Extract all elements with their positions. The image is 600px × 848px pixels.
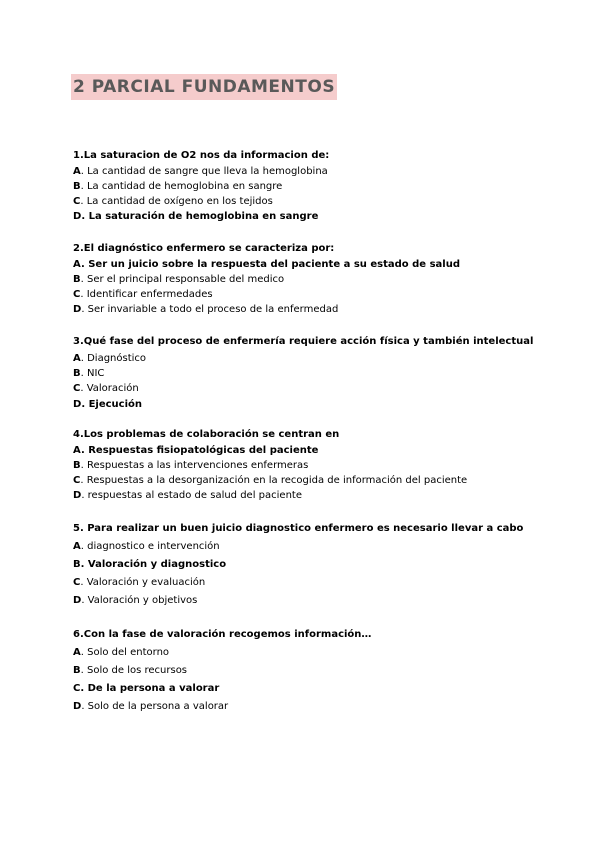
option-b bbox=[73, 272, 593, 287]
question-2 bbox=[73, 241, 593, 317]
option-text: . Ser un juicio sobre la respuesta del paciente a su estado de salud bbox=[80, 259, 460, 270]
option-d bbox=[73, 698, 593, 716]
question-1 bbox=[73, 148, 593, 224]
option-letter: A bbox=[73, 259, 81, 270]
option-text: . La cantidad de oxígeno en los tejidos bbox=[80, 196, 273, 207]
option-text: . Valoración y objetivos bbox=[81, 595, 198, 606]
option-c-correct bbox=[73, 680, 593, 698]
option-text: . Valoración y diagnostico bbox=[80, 559, 227, 570]
option-d bbox=[73, 302, 593, 317]
option-a-correct bbox=[73, 443, 593, 458]
option-letter: D bbox=[73, 490, 82, 501]
option-text: . Solo de los recursos bbox=[80, 665, 188, 676]
option-text: . De la persona a valorar bbox=[80, 683, 220, 694]
option-text: . La cantidad de hemoglobina en sangre bbox=[80, 181, 283, 192]
option-b bbox=[73, 366, 593, 381]
option-letter: B bbox=[73, 665, 81, 676]
option-d bbox=[73, 592, 593, 610]
option-text: . Respuestas fisiopatológicas del paciente bbox=[80, 445, 319, 456]
option-letter: A bbox=[73, 541, 81, 552]
option-c bbox=[73, 194, 593, 209]
option-letter: A bbox=[73, 445, 81, 456]
option-letter: D bbox=[73, 304, 82, 315]
option-c bbox=[73, 287, 593, 302]
option-letter: B bbox=[73, 181, 81, 192]
option-text: . Valoración bbox=[80, 383, 139, 394]
question-text: 6.Con la fase de valoración recogemos información… bbox=[73, 629, 372, 640]
question-text: 2.El diagnóstico enfermero se caracteriza por: bbox=[73, 243, 335, 254]
question-text: 4.Los problemas de colaboración se centran en bbox=[73, 429, 340, 440]
option-text: . Diagnóstico bbox=[80, 353, 147, 364]
option-text: . Ser el principal responsable del medico bbox=[80, 274, 285, 285]
option-a bbox=[73, 538, 593, 556]
option-b-correct bbox=[73, 556, 593, 574]
option-a-correct bbox=[73, 257, 593, 272]
option-c bbox=[73, 381, 593, 396]
option-text: . Respuestas a la desorganización en la recogida de información del paciente bbox=[80, 475, 468, 486]
option-letter: D bbox=[73, 211, 82, 222]
option-letter: B bbox=[73, 368, 81, 379]
option-c bbox=[73, 473, 593, 488]
option-text: . Ser invariable a todo el proceso de la enfermedad bbox=[81, 304, 339, 315]
question-text: 3.Qué fase del proceso de enfermería requiere acción física y también intelectual bbox=[73, 336, 534, 347]
option-letter: D bbox=[73, 399, 82, 410]
option-text: . La cantidad de sangre que lleva la hemoglobina bbox=[80, 166, 328, 177]
option-letter: D bbox=[73, 701, 82, 712]
question-5 bbox=[73, 520, 593, 610]
option-letter: B bbox=[73, 274, 81, 285]
option-text: . Solo del entorno bbox=[80, 647, 170, 658]
option-letter: C bbox=[73, 196, 81, 207]
question-6 bbox=[73, 626, 593, 716]
option-letter: C bbox=[73, 475, 81, 486]
option-text: . Valoración y evaluación bbox=[80, 577, 206, 588]
option-letter: B bbox=[73, 460, 81, 471]
option-a bbox=[73, 351, 593, 366]
option-a bbox=[73, 164, 593, 179]
option-text: . Identificar enfermedades bbox=[80, 289, 213, 300]
question-text: 5. Para realizar un buen juicio diagnostico enfermero es necesario llevar a cabo bbox=[73, 523, 524, 534]
option-letter: D bbox=[73, 595, 82, 606]
option-text: . Solo de la persona a valorar bbox=[81, 701, 229, 712]
option-text: . Respuestas a las intervenciones enfermeras bbox=[80, 460, 309, 471]
question-text: 1.La saturacion de O2 nos da informacion de: bbox=[73, 150, 330, 161]
option-text: . La saturación de hemoglobina en sangre bbox=[81, 211, 319, 222]
option-letter: C bbox=[73, 577, 81, 588]
document-title: 2 PARCIAL FUNDAMENTOS bbox=[71, 74, 337, 100]
option-letter: C bbox=[73, 683, 81, 694]
option-letter: C bbox=[73, 383, 81, 394]
option-text: . respuestas al estado de salud del paciente bbox=[81, 490, 302, 501]
option-letter: B bbox=[73, 559, 81, 570]
option-b bbox=[73, 458, 593, 473]
option-b bbox=[73, 662, 593, 680]
option-text: . Ejecución bbox=[81, 399, 143, 410]
option-letter: A bbox=[73, 166, 81, 177]
option-d-correct bbox=[73, 209, 593, 224]
option-letter: C bbox=[73, 289, 81, 300]
option-letter: A bbox=[73, 647, 81, 658]
option-a bbox=[73, 644, 593, 662]
option-c bbox=[73, 574, 593, 592]
option-letter: A bbox=[73, 353, 81, 364]
option-b bbox=[73, 179, 593, 194]
question-3 bbox=[73, 333, 593, 414]
option-d bbox=[73, 488, 593, 503]
option-text: . NIC bbox=[80, 368, 105, 379]
question-4 bbox=[73, 427, 593, 503]
option-d-correct bbox=[73, 396, 593, 414]
option-text: . diagnostico e intervención bbox=[80, 541, 220, 552]
